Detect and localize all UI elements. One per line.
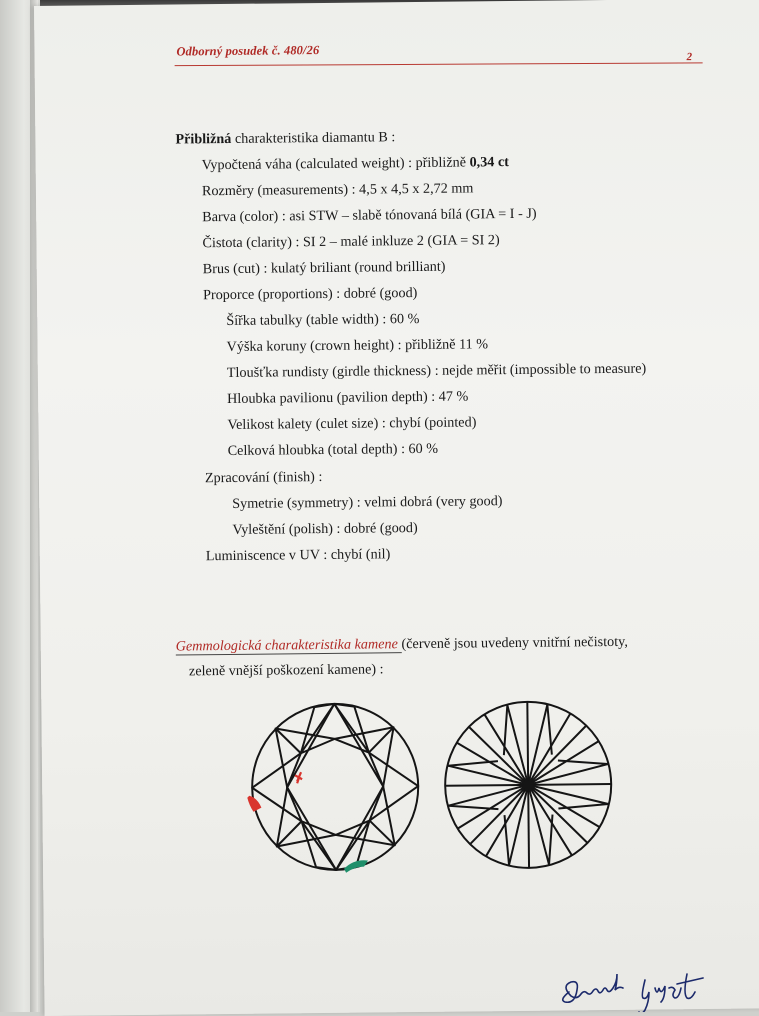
- section-title-bold: Přibližná: [175, 130, 232, 148]
- gemmological-note-1: (červeně jsou uvedeny vnitřní nečistoty,: [401, 633, 628, 653]
- pavilion-line: Hloubka pavilionu (pavilion depth) : 47 %: [227, 388, 469, 407]
- gemmological-heading: [176, 634, 628, 656]
- symmetry-line: Symetrie (symmetry) : velmi dobrá (very good): [232, 493, 503, 512]
- weight-label: Vypočtená váha (calculated weight) : přibližně: [201, 154, 470, 174]
- inclusion-mark-girdle: [247, 796, 261, 812]
- polish-line: Vyleštění (polish) : dobré (good): [232, 520, 418, 538]
- crown-height-line: Výška koruny (crown height) : přibližně 11 %: [226, 336, 489, 356]
- weight-line: [202, 154, 509, 174]
- cut-line: Brus (cut) : kulatý briliant (round brilliant): [202, 258, 446, 278]
- girdle-line: Tloušťka rundisty (girdle thickness) : nejde měřit (impossible to measure): [226, 360, 647, 382]
- signature-first-name: [563, 974, 623, 1002]
- document-header-title: Odborný posudek č. 480/26: [176, 43, 320, 59]
- header-divider: [175, 62, 703, 66]
- luminescence-line: Luminiscence v UV : chybí (nil): [205, 546, 391, 565]
- signature-surname: [639, 974, 703, 1012]
- total-depth-line: Celková hloubka (total depth) : 60 %: [227, 440, 439, 459]
- section-title: [175, 129, 395, 148]
- pavilion-view-diagram: [437, 694, 619, 876]
- proportions-line: Proporce (proportions) : dobré (good): [202, 285, 418, 304]
- culet-line: Velikost kalety (culet size) : chybí (pointed): [227, 414, 477, 433]
- signature: [555, 968, 725, 1012]
- inclusion-mark: [295, 772, 302, 783]
- crown-view-diagram: [244, 696, 426, 878]
- document-page: [34, 0, 759, 1016]
- clarity-line: Čistota (clarity) : SI 2 – malé inkluze 2 (GIA = SI 2): [202, 232, 500, 252]
- inclusion-marks: [295, 772, 302, 783]
- section-title-rest: charakteristika diamantu B :: [231, 129, 396, 147]
- measurements-line: Rozměry (measurements) : 4,5 x 4,5 x 2,72 mm: [201, 180, 474, 200]
- finish-line: Zpracování (finish) :: [204, 469, 323, 487]
- color-line: Barva (color) : asi STW – slabě tónovaná bílá (GIA = I - J): [202, 205, 537, 226]
- table-width-line: Šířka tabulky (table width) : 60 %: [226, 310, 420, 330]
- page-number: 2: [686, 51, 693, 64]
- weight-value: 0,34 ct: [469, 154, 510, 171]
- gemmological-note-2: zeleně vnější poškození kamene) :: [188, 661, 384, 680]
- damage-mark-girdle: [344, 860, 368, 873]
- crown-kite-lines-a: [286, 703, 384, 870]
- gemmological-title: Gemmologická charakteristika kamene: [175, 636, 402, 655]
